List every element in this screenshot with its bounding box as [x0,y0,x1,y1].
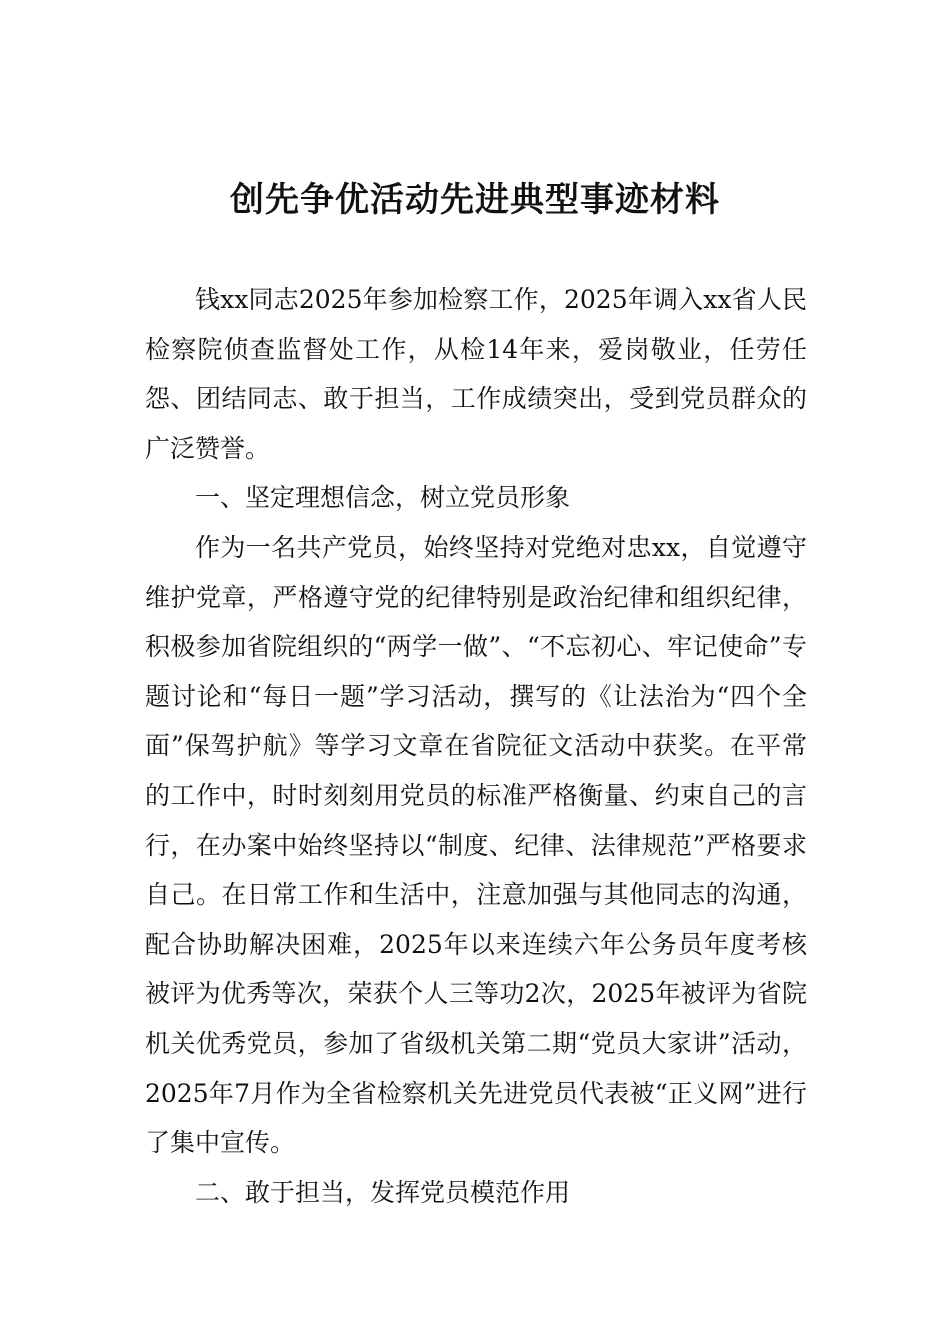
section-heading-1: 一、坚定理想信念，树立党员形象 [195,483,571,513]
document-body [145,275,807,1217]
paragraph-section-1: 作为一名共产党员，始终坚持对党绝对忠xx，自觉遵守维护党章，严格遵守党的纪律特别是政治纪律和组织纪律，积极参加省院组织的“两学一做”、“不忘初心、牢记使命”专题讨论和“每日一题”学习活动，撰写的《让法治为“四个全面”保驾护航》等学习文章在省院征文活动中获奖。在平常的工作中，时时刻刻用党员的标准严格衡量、约束自己的言行，在办案中始终坚持以“制度、纪律、法律规范”严格要求自己。在日常工作和生活中，注意加强与其他同志的沟通，配合协助解决困难，2025年以来连续六年公务员年度考核被评为优秀等次，荣获个人三等功2次，2025年被评为省院机关优秀党员，参加了省级机关第二期“党员大家讲”活动，2025年7月作为全省检察机关先进党员代表被“正义网”进行了集中宣传。 [145,532,807,1158]
document-title: 创先争优活动先进典型事迹材料 [230,180,720,220]
section-heading-2: 二、敢于担当，发挥党员模范作用 [195,1177,571,1207]
paragraph-intro: 钱xx同志2025年参加检察工作，2025年调入xx省人民检察院侦查监督处工作，从检14年来，爱岗敬业，任劳任怨、团结同志、敢于担当，工作成绩突出，受到党员群众的广泛赞誉。 [145,285,807,463]
